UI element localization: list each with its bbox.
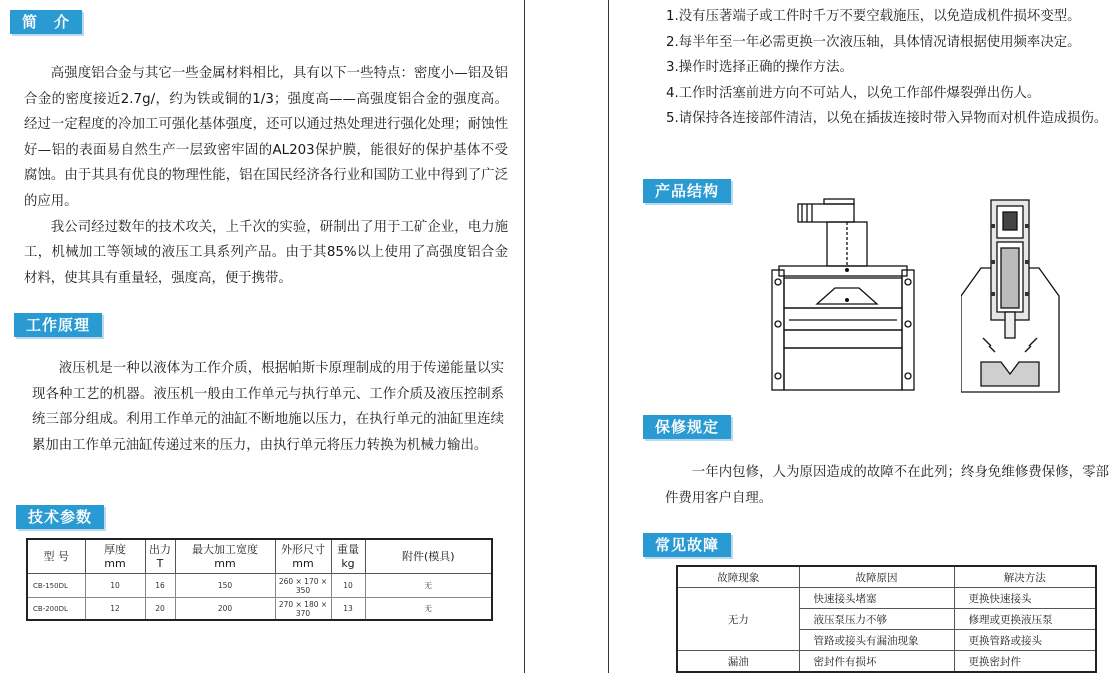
spec-dimensions: 260 × 170 × 350 [275,574,331,598]
fault-symptom: 漏油 [677,651,799,673]
fault-cause: 液压泵压力不够 [799,609,954,630]
spec-thickness: 12 [85,598,145,621]
specs-header-row [27,539,492,574]
spec-force: 16 [145,574,175,598]
fault-cause: 快速接头堵塞 [799,588,954,609]
warranty-text [665,460,1109,511]
faults-heading: 常见故障 [643,533,731,557]
spec-header-force: 出力 T [145,539,175,574]
faults-header-row [677,566,1096,588]
spec-dimensions: 270 × 180 × 370 [275,598,331,621]
spec-model: CB-200DL [27,598,85,621]
fault-fix: 更换管路或接头 [954,630,1096,651]
specs-table [26,538,493,621]
intro-heading: 简 介 [10,10,82,34]
principle-text [32,356,504,458]
press-section-drawing [961,196,1061,396]
spec-header-accessory: 附件(模具) [365,539,492,574]
specs-heading: 技术参数 [16,505,104,529]
spec-header-max-width: 最大加工宽度 mm [175,539,275,574]
page-gutter [526,0,608,673]
fault-cause: 管路或接头有漏油现象 [799,630,954,651]
usage-note: 2.每半年至一年必需更换一次液压轴，具体情况请根据使用频率决定。 [666,34,1081,50]
usage-note: 1.没有压著端子或工件时千万不要空载施压，以免造成机件损坏变型。 [666,9,1081,24]
spec-force: 20 [145,598,175,621]
spec-max-width: 150 [175,574,275,598]
spec-model: CB-150DL [27,574,85,598]
usage-notes [666,4,1112,132]
intro-text [24,61,508,291]
fault-header-cause: 故障原因 [799,566,954,588]
spec-header-model: 型 号 [27,539,85,574]
table-row [27,598,492,621]
faults-table [676,565,1097,673]
warranty-paragraph: 一年内包修，人为原因造成的故障不在此列；终身免维修费保修，零部件费用客户自理。 [665,465,1109,506]
fault-fix: 修理或更换液压泵 [954,609,1096,630]
spec-weight: 10 [331,574,365,598]
spec-accessory: 无 [365,598,492,621]
fault-symptom: 无力 [677,588,799,651]
spec-header-dimensions: 外形尺寸 mm [275,539,331,574]
press-front-drawing [769,196,919,396]
spec-header-weight: 重量 kg [331,539,365,574]
spec-weight: 13 [331,598,365,621]
usage-note: 5.请保持各连接部件清洁，以免在插拔连接时带入异物而对机件造成损伤。 [666,111,1108,127]
spec-header-thickness: 厚度 mm [85,539,145,574]
usage-note: 4.工作时活塞前进方向不可站人，以免工作部件爆裂弹出伤人。 [666,85,1041,101]
spec-accessory: 无 [365,574,492,598]
fault-header-symptom: 故障现象 [677,566,799,588]
table-row [27,574,492,598]
structure-heading: 产品结构 [643,179,731,203]
intro-paragraph-2: 我公司经过数年的技术攻关，上千次的实验，研制出了用于工矿企业，电力施工，机械加工等领域的液压工具系列产品。由于其85%以上使用了高强度铝合金材料，使其具有重量轻，强度高，便于携带。 [24,219,508,286]
table-row [677,651,1096,673]
fault-fix: 更换快速接头 [954,588,1096,609]
table-row [677,588,1096,609]
spec-thickness: 10 [85,574,145,598]
fault-fix: 更换密封件 [954,651,1096,673]
fault-cause: 密封件有损坏 [799,651,954,673]
fault-header-fix: 解决方法 [954,566,1096,588]
left-page [0,0,525,673]
principle-heading: 工作原理 [14,313,102,337]
warranty-heading: 保修规定 [643,415,731,439]
intro-paragraph-1: 高强度铝合金与其它一些金属材料相比，具有以下一些特点：密度小—铝及铝合金的密度接近2.7g/，约为铁或铜的1/3；强度高——高强度铝合金的强度高。经过一定程度的冷加工可强化基体强度，还可以通过热处理进行强化处理；耐蚀性好—铝的表面易自然生产一层致密牢固的AL203保护膜，能很好的保护基体不受腐蚀。由于其具有优良的物理性能，铝在国民经济各行业和国防工业中得到了广泛的应用。 [24,66,508,209]
usage-note: 3.操作时选择正确的操作方法。 [666,60,853,76]
principle-paragraph: 液压机是一种以液体为工作介质，根据帕斯卡原理制成的用于传递能量以实现各种工艺的机器。液压机一般由工作单元与执行单元、工作介质及液压控制系统三部分组成。利用工作单元的油缸不断地施以压力，在执行单元的油缸里连续累加由工作单元油缸传递过来的压力，由执行单元将压力转换为机械力输出。 [32,361,504,453]
spec-max-width: 200 [175,598,275,621]
